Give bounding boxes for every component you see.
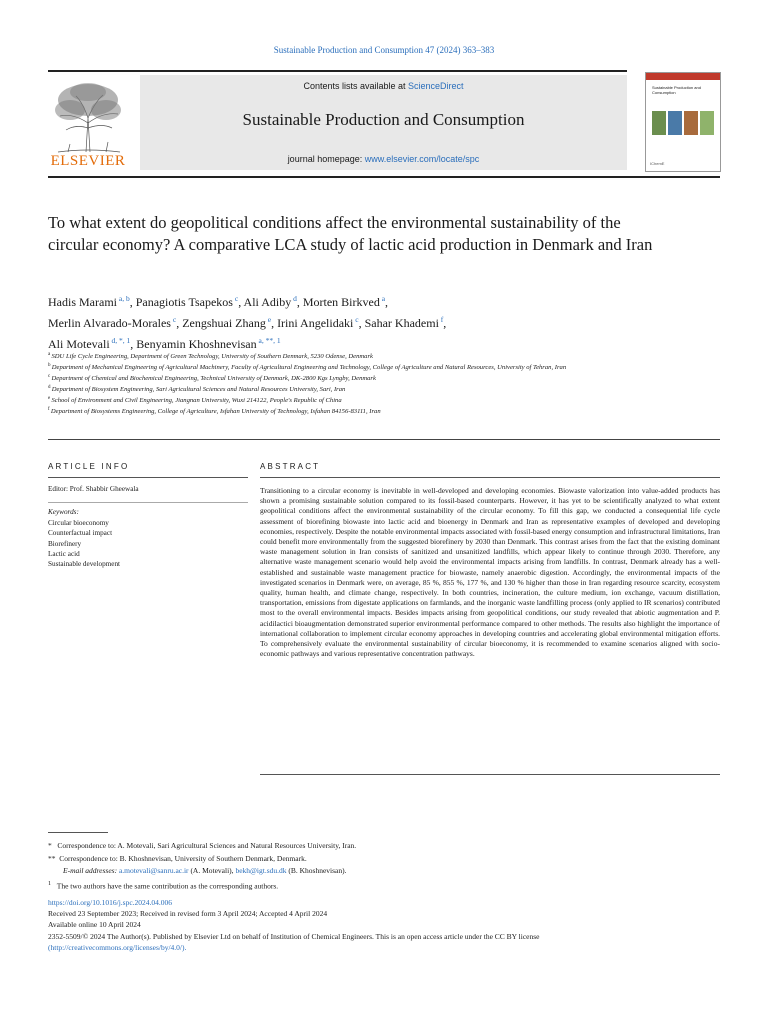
keyword: Biorefinery [48,539,82,548]
affiliation: $^a$ SDU Life Cycle Engineering, Department of Green Technology, University of Southern Denmark, 5230 Odense, Denmark [48,352,373,361]
author-name[interactable]: Morten Birkved [302,295,380,309]
sciencedirect-link[interactable]: ScienceDirect [408,81,464,91]
elsevier-tree-icon [48,78,128,156]
author-list [48,290,648,353]
keyword: Lactic acid [48,549,80,558]
footnote-correspondence-2: ** Correspondence to: B. Khoshnevisan, University of Southern Denmark, Denmark. [48,853,307,863]
cover-footer: IChemE [650,161,665,166]
author-affiliation-mark[interactable]: e [265,315,272,324]
editor-note: Editor: Prof. Shabbir Gheewala [48,485,139,493]
journal-cover-thumbnail[interactable] [645,72,721,172]
homepage-prefix: journal homepage: [287,154,365,164]
email-link[interactable]: bekh@igt.sdu.dk [235,866,287,876]
author-affiliation-mark[interactable]: a, **, 1 [256,336,281,345]
received-dates: Received 23 September 2023; Received in revised form 3 April 2024; Accepted 4 April 2024 [48,909,328,919]
homepage-line [140,154,627,164]
article-info-heading: ARTICLE INFO [48,462,130,471]
author-name[interactable]: Panagiotis Tsapekos [135,295,233,309]
affiliation: $^f$ Department of Biosystems Engineering, College of Agriculture, Isfahan University of Technology, Isfahan 84156-83111, Iran [48,407,381,416]
affiliation: $^b$ Department of Mechanical Engineering of Agricultural Machinery, Faculty of Agricultural Engineering and Technology, College of Agriculture and Natural Resources, University of Tehran, Iran [48,363,567,372]
footnote-equal-contribution: $^1$ The two authors have the same contribution as the corresponding authors. [48,879,279,891]
author-line: Ali Motevali $^{d, *, 1}$, Benyamin Khoshnevisan $^{a, **, 1}$ [48,336,281,351]
affiliation: $^c$ Department of Chemical and Biochemical Engineering, Technical University of Denmark, DK-2800 Kgs Lyngby, Denmark [48,374,376,383]
affiliation: $^e$ School of Environment and Civil Engineering, Jiangnan University, Wuxi 214122, People's Republic of China [48,396,342,405]
journal-reference[interactable]: Sustainable Production and Consumption 47 (2024) 363–383 [273,45,495,55]
journal-masthead [48,72,627,172]
email-link[interactable]: a.motevali@sanru.ac.ir [118,866,189,876]
author-affiliation-mark[interactable]: d, *, 1 [109,336,131,345]
author-name[interactable]: Benyamin Khoshnevisan [136,337,257,351]
footnote-rule [48,832,108,833]
section-divider [48,439,720,440]
elsevier-logo[interactable] [48,78,128,172]
contents-prefix: Contents lists available at [303,81,409,91]
abstract-text: Transitioning to a circular economy is inevitable in well-developed and developing economies. Biowaste valorization into value-added products has shown a promising sustainable solution compared to its fossil-based counterparts. However, it has yet to be scientifically analyzed to what extent geopolitical conditions affect the environmental sustainability of the circular economy. To fill this gap, we conducted a consequential life cycle assessment of biorefining biowaste into lactic acid and bioenergy in Denmark and Iran as representative examples of developed and developing economies, respectively. Despite the notable environmental impacts associated with fossil-based energy consumption and infrastructural limitations, Iran could benefit more environmentally from the suggested biorefinery by 2030 than Denmark. This contrast arises from the fact that the existing dominant waste management solution in Iran consists of sanitized and unsanitized landfills, which appear likely to continue through 2030. Therefore, any alternative waste management scenario would help avoid the environmental impacts arising from landfills. In contrast, Denmark already has a well-established and sustainable waste management practice for biowaste, namely anaerobic digestion. Accordingly, the environmental impacts of the investigated scenarios in Denmark were, on average, 85 %, 855 %, 177 %, and 130 % higher than those in Iran regarding resource scarcity, ecosystem quality, human health, and climate change, respectively. In both countries, incineration, the culture medium, ion exchange, vacuum distillation, transportation, emissions from digestate applications on farmlands, and the inorganic waste landfilling process (only applied to IR scenarios) contributed most to the overall environmental impacts. Besides impacts arising from geopolitical conditions, our study revealed that abiotic augmentation and P. acidilactici bioaugmentation demonstrated superior environmental performance compared to other methods. The results also highlight the importance of international collaboration to implement circular economy approaches in developing countries and accelerating global environmental mitigation efforts. To comprehensively evaluate the environmental sustainability of circular bioeconomy, it is recommended to examine scenarios aligned with socio-economic pathways and various representative concentration pathways. [260,486,720,659]
journal-banner [140,75,627,170]
affiliation: $^d$ Department of Biosystem Engineering, Sari Agricultural Sciences and Natural Resources University, Sari, Iran [48,385,346,394]
doi-link[interactable]: https://doi.org/10.1016/j.spc.2024.04.006 [48,898,173,907]
keyword: Sustainable development [48,560,121,569]
author-name[interactable]: Merlin Alvarado-Morales [48,316,171,330]
abstract-rule [260,774,720,775]
contents-line [140,81,627,91]
abstract-heading: ABSTRACT [260,462,321,471]
author-affiliation-mark[interactable]: a, b [116,294,130,303]
keyword: Counterfactual impact [48,529,113,538]
keyword-list [48,518,120,569]
author-affiliation-mark[interactable]: c [170,315,177,324]
license-text: 2352-5509/© 2024 The Author(s). Published by Elsevier Ltd on behalf of Institution of Chemical Engineers. This is an open access article under the CC BY license (http://creativecommons.org/licenses/by/4.0/). [48,931,540,952]
author-line: Hadis Marami $^{a, b}$, Panagiotis Tsapekos $^c$, Ali Adiby $^d$, Morten Birkved $^a$, [48,294,389,309]
footnotes [48,840,720,893]
license-link[interactable]: (http://creativecommons.org/licenses/by/4.0/). [48,942,187,952]
author-name[interactable]: Hadis Marami [48,295,117,309]
cover-top-bar [646,73,720,80]
footnote-correspondence-1: * Correspondence to: A. Motevali, Sari Agricultural Sciences and Natural Resources University, Iran. [48,841,357,850]
keyword: Circular bioeconomy [48,519,109,527]
publisher-name: ELSEVIER [50,153,126,169]
author-name[interactable]: Sahar Khademi [364,316,439,330]
author-name[interactable]: Irini Angelidaki [277,316,354,330]
journal-title[interactable]: Sustainable Production and Consumption [242,110,525,129]
footnote-emails: E-mail addresses: a.motevali@sanru.ac.ir (A. Motevali), bekh@igt.sdu.dk (B. Khoshnevisan). [63,866,347,876]
author-name[interactable]: Zengshuai Zhang [182,316,266,330]
online-date: Available online 10 April 2024 [48,920,141,930]
publication-info [48,897,720,953]
abstract-rule [260,477,720,478]
cover-title: Sustainable Production and Consumption [652,85,701,95]
keywords-label: Keywords: [48,508,79,516]
cover-images [652,111,714,135]
author-affiliation-mark[interactable]: c [232,294,239,303]
journal-homepage-link[interactable]: www.elsevier.com/locate/spc [364,154,480,164]
author-affiliation-mark[interactable]: d [291,294,297,303]
author-affiliation-mark[interactable]: c [353,315,359,324]
article-info-rule [48,477,248,478]
author-affiliation-mark[interactable]: a [379,294,386,303]
article-title: To what extent do geopolitical conditions affect the environmental sustainability of the circular economy? A comparative LCA study of lactic acid production in Denmark and Iran [48,213,653,254]
author-affiliation-mark[interactable]: f [438,315,444,324]
author-name[interactable]: Ali Motevali [48,337,110,351]
masthead-bottom-rule [48,176,720,178]
author-line: Merlin Alvarado-Morales $^c$, Zengshuai Zhang $^e$, Irini Angelidaki $^c$, Sahar Khademi $^f$, [48,315,447,330]
author-name[interactable]: Ali Adiby [243,295,292,309]
article-info-rule [48,502,248,503]
affiliation-list [48,351,648,418]
